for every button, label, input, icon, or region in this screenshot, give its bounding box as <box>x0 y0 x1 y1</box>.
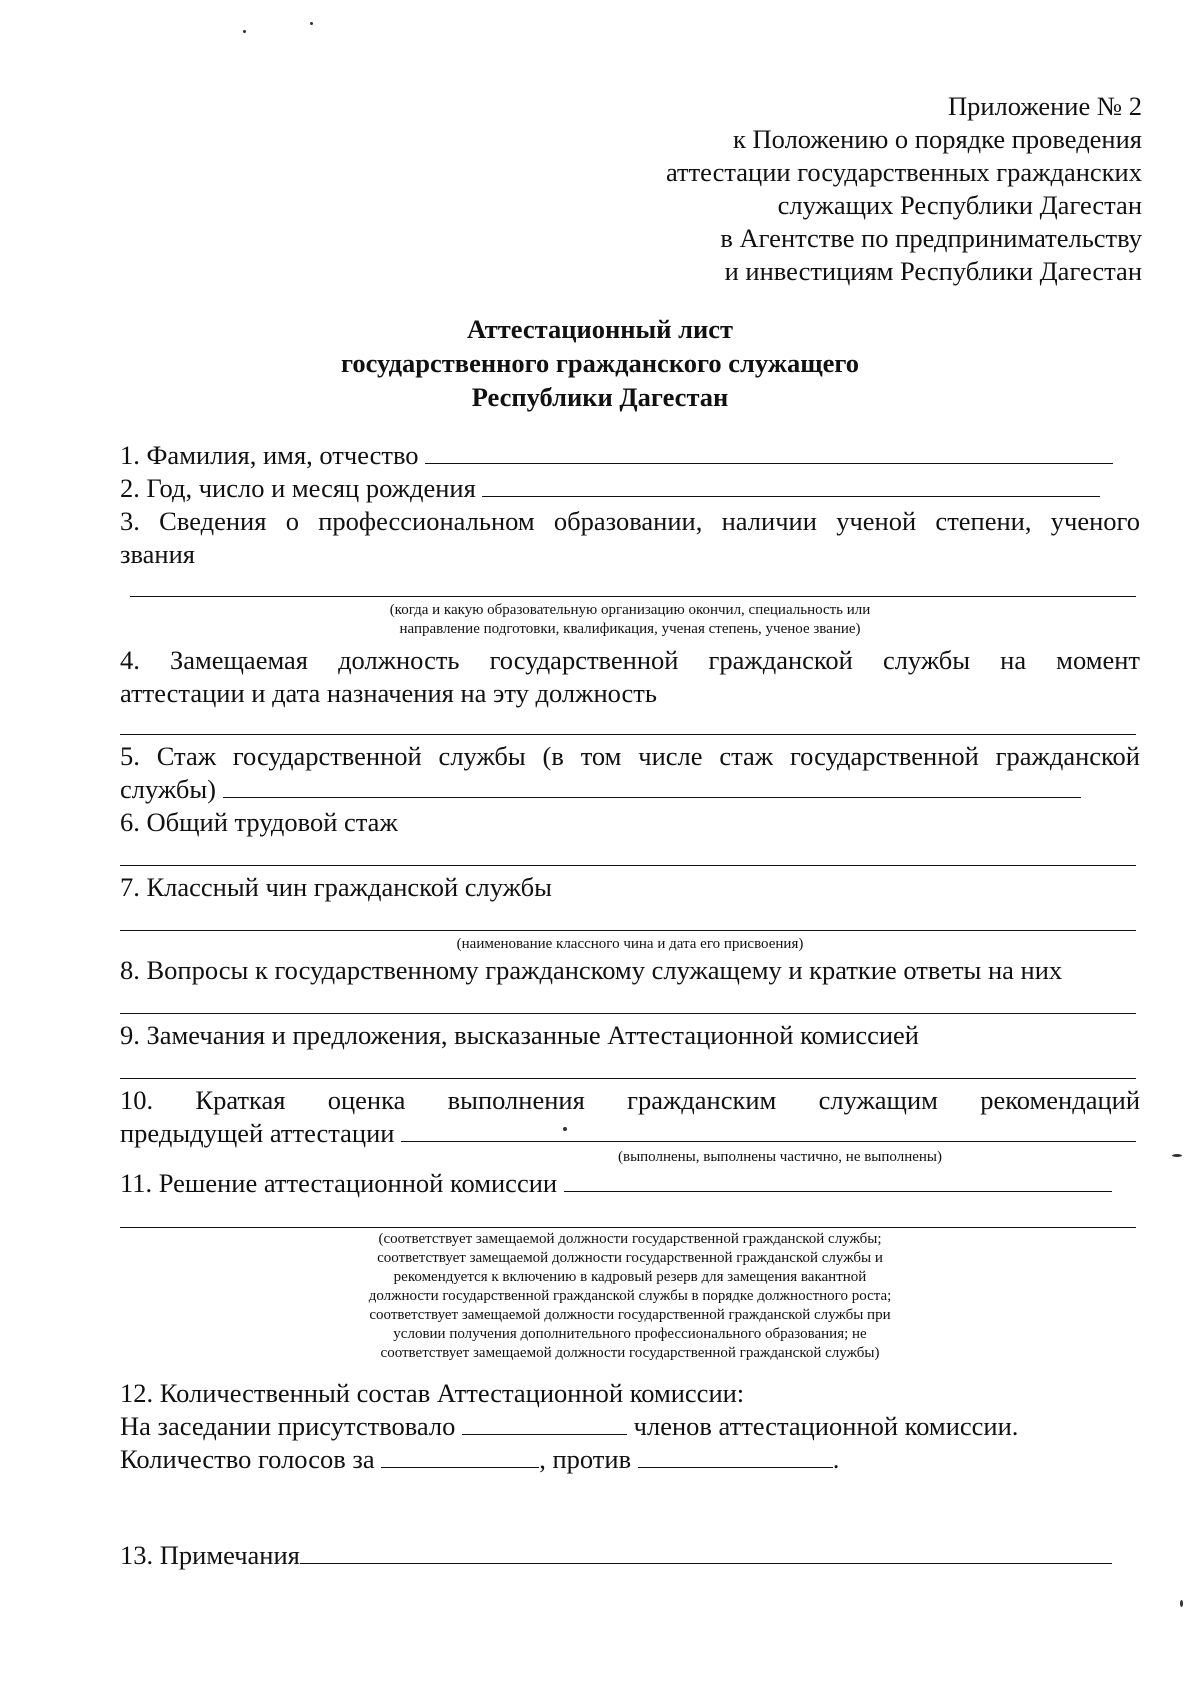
scan-speck <box>1180 1600 1183 1607</box>
field-label: Количество голосов за <box>120 1444 375 1474</box>
appendix-line: в Агентстве по предпринимательству <box>720 223 1142 253</box>
class-rank-hint: (наименование классного чина и дата его присвоения) <box>456 936 804 952</box>
appendix-line: к Положению о порядке проведения <box>733 124 1142 154</box>
field-education: 3. Сведения о профессиональном образовании, наличии ученой степени, ученого <box>120 506 1140 536</box>
appendix-line: и инвестициям Республики Дагестан <box>724 256 1142 286</box>
field-commission-composition: 12. Количественный состав Аттестационной комиссии: <box>120 1378 745 1408</box>
title-line: Аттестационный лист <box>466 314 734 344</box>
field-label: 1. Фамилия, имя, отчество <box>120 440 419 470</box>
field-class-rank: 7. Классный чин гражданской службы <box>120 872 552 902</box>
field-label: , против <box>539 1444 632 1474</box>
field-position-cont: аттестации и дата назначения на эту должность <box>120 678 657 708</box>
title-line: Республики Дагестан <box>471 382 729 412</box>
field-education-cont: звания <box>120 539 195 569</box>
scan-speck <box>310 22 313 25</box>
votes-for-blank[interactable] <box>381 1444 539 1468</box>
appendix-line: аттестации государственных гражданских <box>665 157 1142 187</box>
title-line: государственного гражданского служащего <box>341 348 859 378</box>
scan-speck <box>243 30 246 33</box>
field-recommendations-cont <box>120 1118 1136 1148</box>
appendix-number: Приложение № 2 <box>947 91 1142 121</box>
decision-blank-line[interactable] <box>120 1227 1136 1228</box>
field-service-length: 5. Стаж государственной службы (в том числе стаж государственной гражданской <box>120 741 1140 771</box>
full-name-blank[interactable] <box>425 440 1113 464</box>
decision-blank[interactable] <box>564 1168 1112 1192</box>
field-full-name <box>120 440 1113 470</box>
field-position: 4. Замещаемая должность государственной гражданской службы на момент <box>120 645 1140 675</box>
field-remarks: 9. Замечания и предложения, высказанные Аттестационной комиссией <box>120 1020 919 1050</box>
service-length-blank[interactable] <box>223 774 1081 798</box>
notes-blank[interactable] <box>300 1540 1112 1564</box>
field-total-experience: 6. Общий трудовой стаж <box>120 807 398 837</box>
field-service-length-cont <box>120 774 1081 804</box>
scan-speck <box>563 1127 567 1131</box>
members-present-blank[interactable] <box>462 1411 627 1435</box>
field-label: членов аттестационной комиссии. <box>633 1411 1019 1441</box>
hint-line: соответствует замещаемой должности государственной гражданской службы) <box>380 1345 880 1361</box>
appendix-line: служащих Республики Дагестан <box>777 190 1142 220</box>
field-label: . <box>832 1444 840 1474</box>
education-hint <box>120 601 1140 639</box>
field-recommendations: 10. Краткая оценка выполнения гражданским служащим рекомендаций <box>120 1085 1140 1115</box>
class-rank-blank-line[interactable] <box>120 930 1136 931</box>
field-birth-date <box>120 473 1100 503</box>
hint-line: направление подготовки, квалификация, ученая степень, ученое звание) <box>399 621 861 637</box>
field-notes <box>120 1540 1112 1570</box>
questions-blank-line[interactable] <box>120 1013 1136 1014</box>
field-label: 11. Решение аттестационной комиссии <box>120 1168 558 1198</box>
field-label: предыдущей аттестации <box>120 1118 395 1148</box>
scan-speck <box>1172 1154 1182 1157</box>
votes-against-blank[interactable] <box>638 1444 833 1468</box>
remarks-blank-line[interactable] <box>120 1078 1136 1079</box>
position-blank-line[interactable] <box>120 734 1136 735</box>
education-blank-line[interactable] <box>130 596 1136 597</box>
decision-hint <box>120 1230 1140 1363</box>
recommendations-blank[interactable] <box>401 1118 1136 1142</box>
hint-line: соответствует замещаемой должности государственной гражданской службы при <box>369 1307 891 1323</box>
hint-line: соответствует замещаемой должности государственной гражданской службы и <box>377 1250 883 1266</box>
appendix-header <box>666 90 1142 288</box>
hint-line: рекомендуется к включению в кадровый резерв для замещения вакантной <box>393 1269 867 1285</box>
document-title <box>0 312 1200 414</box>
hint-line: (соответствует замещаемой должности государственной гражданской службы; <box>378 1231 882 1247</box>
field-label: 13. Примечания <box>120 1540 300 1570</box>
field-members-present <box>120 1411 1018 1441</box>
hint-line: (когда и какую образовательную организацию окончил, специальность или <box>389 602 871 618</box>
field-votes <box>120 1444 839 1474</box>
hint-line: условии получения дополнительного профессионального образования; не <box>393 1326 867 1342</box>
field-questions: 8. Вопросы к государственному гражданскому служащему и краткие ответы на них <box>120 955 1063 985</box>
hint-line: должности государственной гражданской службы в порядке должностного роста; <box>368 1288 892 1304</box>
field-decision <box>120 1168 1112 1198</box>
birth-date-blank[interactable] <box>482 473 1100 497</box>
recommendations-hint: (выполнены, выполнены частично, не выполнены) <box>618 1149 942 1165</box>
field-label: 2. Год, число и месяц рождения <box>120 473 476 503</box>
field-label: На заседании присутствовало <box>120 1411 456 1441</box>
field-label: службы) <box>120 774 216 804</box>
total-experience-blank-line[interactable] <box>120 865 1136 866</box>
